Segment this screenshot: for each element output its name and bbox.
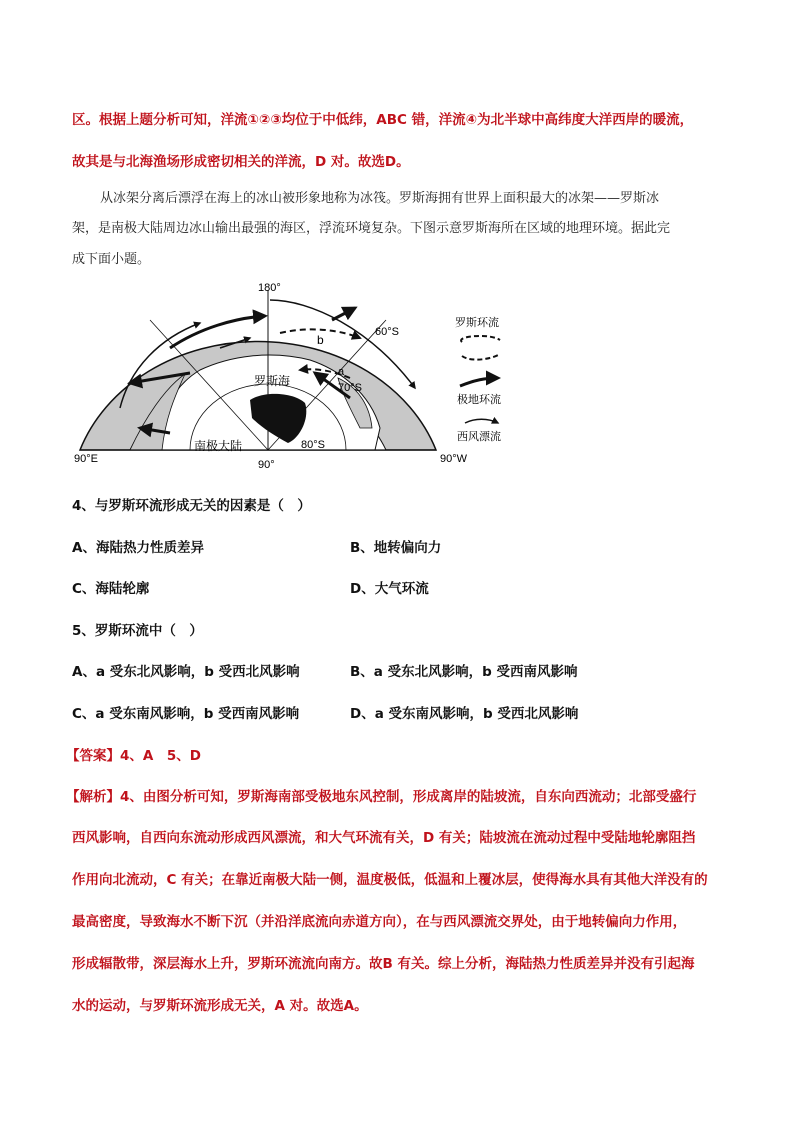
legend-ross-gyre-symbol — [461, 336, 500, 342]
analysis-line-4: 最高密度，导致海水不断下沉（并沿洋底流向赤道方向），在与西风漂流交界处，由于地转偏向力作用， — [72, 914, 687, 930]
q5-option-c[interactable]: C、a 受东南风影响，b 受西南风影响 — [72, 706, 300, 722]
label-90: 90° — [258, 459, 275, 468]
intro-line-2: 架，是南极大陆周边冰山输出最强的海区，浮流环境复杂。下图示意罗斯海所在区域的地理环境。据此完 — [72, 221, 671, 236]
answer-text: 4、A 5、D — [120, 748, 201, 764]
label-a: a — [338, 366, 345, 378]
label-90w: 90°W — [440, 453, 468, 465]
q4-stem: 4、与罗斯环流形成无关的因素是（ ） — [72, 498, 311, 514]
ross-sea-map — [70, 278, 530, 468]
q4-option-a[interactable]: A、海陆热力性质差异 — [72, 540, 204, 556]
legend-polar-current: 极地环流 — [457, 394, 501, 406]
answer-label: 【答案】 — [66, 748, 120, 764]
analysis-line-6: 水的运动，与罗斯环流形成无关，A 对。故选A。 — [72, 998, 368, 1014]
legend-drift-symbol — [465, 419, 498, 423]
prev-analysis-line-1: 区。根据上题分析可知，洋流①②③均位于中低纬，ABC 错，洋流④为北半球中高纬度大洋西岸的暖流， — [72, 112, 694, 128]
analysis-line-1 — [66, 785, 696, 805]
label-b: b — [317, 333, 324, 347]
analysis-line-5: 形成辐散带，深层海水上升，罗斯环流流向南方。故B 有关。综上分析，海陆热力性质差异并没有引起海 — [72, 956, 695, 972]
q4-option-b[interactable]: B、地转偏向力 — [350, 540, 442, 556]
q5-stem: 5、罗斯环流中（ ） — [72, 623, 203, 639]
analysis-line-3: 作用向北流动，C 有关；在靠近南极大陆一侧，温度极低，低温和上覆冰层，使得海水具有其他大洋没有的 — [72, 872, 708, 888]
legend-polar-symbol — [460, 378, 498, 386]
label-60s: 60°S — [375, 326, 399, 338]
q4-option-c[interactable]: C、海陆轮廓 — [72, 581, 150, 597]
analysis-line-2: 西风影响，自西向东流动形成西风漂流，和大气环流有关，D 有关；陆坡流在流动过程中受陆地轮廓阻挡 — [72, 830, 696, 846]
q5-option-b[interactable]: B、a 受东北风影响，b 受西南风影响 — [350, 664, 578, 680]
intro-line-3: 成下面小题。 — [72, 252, 151, 267]
legend-ross-gyre: 罗斯环流 — [455, 317, 499, 329]
label-90e: 90°E — [74, 453, 98, 465]
intro-line-1: 从冰架分离后漂浮在海上的冰山被形象地称为冰筏。罗斯海拥有世界上面积最大的冰架——罗斯冰 — [100, 191, 660, 206]
q5-option-d[interactable]: D、a 受东南风影响，b 受西北风影响 — [350, 706, 579, 722]
label-antarctica: 南极大陆 — [194, 439, 243, 453]
label-180: 180° — [258, 282, 281, 294]
label-80s: 80°S — [301, 439, 325, 451]
prev-analysis-line-2: 故其是与北海渔场形成密切相关的洋流，D 对。故选D。 — [72, 154, 410, 170]
q4-option-d[interactable]: D、大气环流 — [350, 581, 429, 597]
analysis-text-1: 4、由图分析可知，罗斯海南部受极地东风控制，形成离岸的陆坡流，自东向西流动；北部受盛行 — [120, 789, 697, 805]
legend-west-wind-drift: 西风漂流 — [457, 431, 501, 443]
answer-line — [66, 744, 201, 764]
analysis-label: 【解析】 — [66, 789, 120, 805]
q5-option-a[interactable]: A、a 受东北风影响，b 受西北风影响 — [72, 664, 300, 680]
label-70s: 70°S — [338, 382, 362, 394]
label-ross-sea: 罗斯海 — [254, 374, 291, 388]
